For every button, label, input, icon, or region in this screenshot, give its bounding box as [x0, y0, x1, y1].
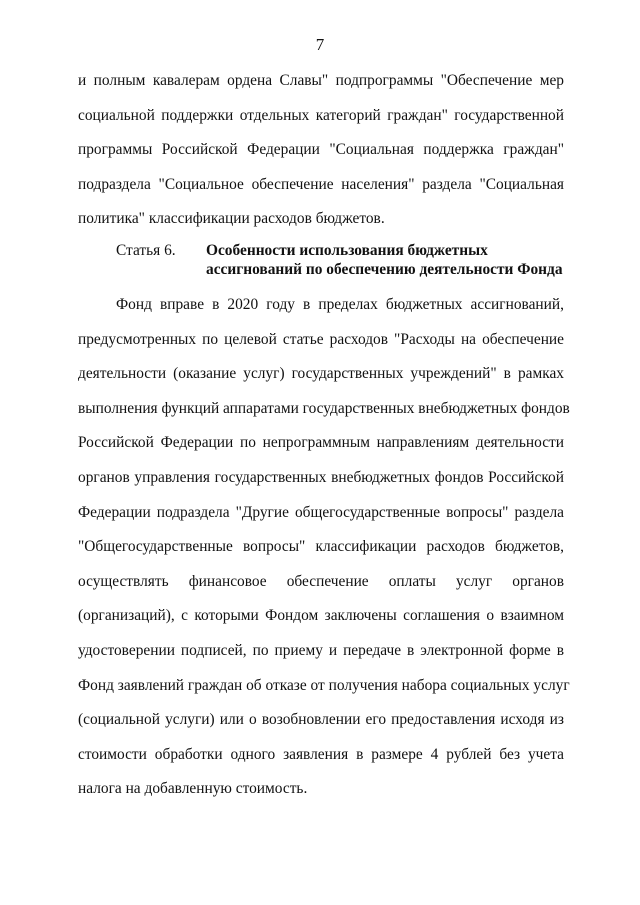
paragraph-line: политика" классификации расходов бюджетов. — [78, 210, 385, 228]
article-label: Статья 6. — [116, 242, 176, 259]
paragraph-line: удостоверении подписей, по приему и передаче в электронной форме в — [78, 641, 564, 659]
paragraph-line: осуществлять финансовое обеспечение оплаты услуг органов — [78, 572, 564, 590]
page-number: 7 — [315, 35, 325, 54]
paragraph-line: налога на добавленную стоимость. — [78, 780, 308, 798]
paragraph-line: "Общегосударственные вопросы" классификации расходов бюджетов, — [78, 538, 564, 556]
paragraph-line: программы Российской Федерации "Социальная поддержка граждан" — [78, 141, 564, 159]
paragraph-line: (социальной услуги) или о возобновлении его предоставления исходя из — [78, 711, 564, 729]
paragraph-1 — [78, 64, 564, 237]
paragraph-line: (организаций), с которыми Фондом заключены соглашения о взаимном — [78, 607, 564, 625]
article-title-line-1: Особенности использования бюджетных — [206, 242, 488, 259]
paragraph-line: выполнения функций аппаратами государственных внебюджетных фондов — [78, 399, 570, 417]
paragraph-2 — [78, 288, 570, 807]
paragraph-line: социальной поддержки отдельных категорий граждан" государственной — [78, 106, 564, 124]
paragraph-line: и полным кавалерам ордена Славы" подпрограммы "Обеспечение мер — [78, 72, 564, 89]
paragraph-line: Федерации подраздела "Другие общегосударственные вопросы" раздела — [78, 503, 564, 521]
paragraph-line: стоимости обработки одного заявления в размере 4 рублей без учета — [78, 745, 564, 763]
paragraph-line: Фонд заявлений граждан об отказе от получения набора социальных услуг — [78, 676, 570, 694]
paragraph-line: подраздела "Социальное обеспечение населения" раздела "Социальная — [78, 175, 564, 193]
paragraph-line: предусмотренных по целевой статье расходов "Расходы на обеспечение — [78, 330, 564, 348]
article-title — [206, 241, 586, 279]
article-title-line-2: ассигнований по обеспечению деятельности Фонда — [206, 261, 563, 278]
paragraph-line: Российской Федерации по непрограммным направлениям деятельности — [78, 434, 564, 452]
paragraph-line: органов управления государственных внебюджетных фондов Российской — [78, 468, 564, 486]
paragraph-line: деятельности (оказание услуг) государственных учреждений" в рамках — [78, 365, 564, 383]
paragraph-line: Фонд вправе в 2020 году в пределах бюджетных ассигнований, — [116, 296, 564, 313]
